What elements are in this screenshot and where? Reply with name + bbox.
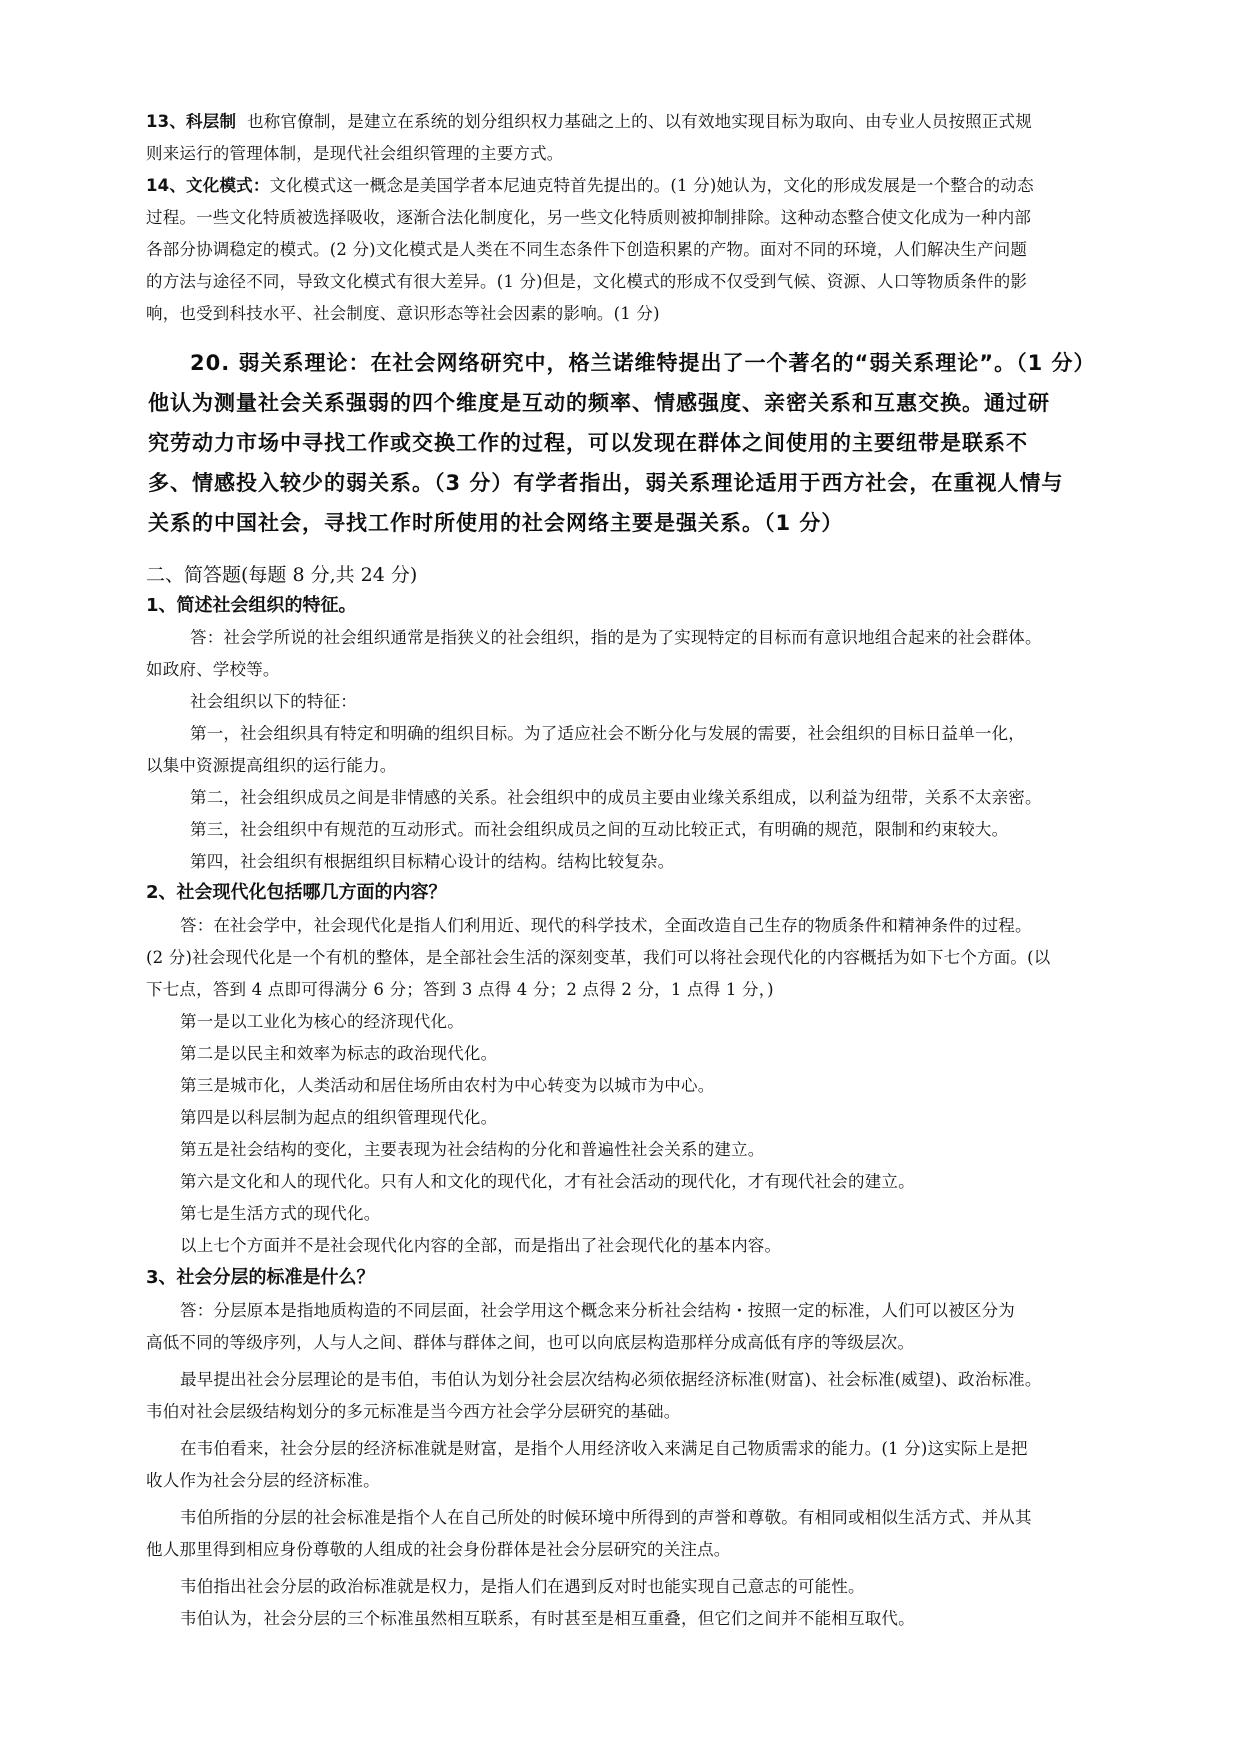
term-14-line-5: 响，也受到科技水平、社会制度、意识形态等社会因素的影响。(1 分)	[146, 304, 660, 323]
q3-line-9: 韦伯指出社会分层的政治标准就是权力，是指人们在遇到反对时也能实现自己意志的可能性。	[180, 1577, 865, 1596]
q2-line-10: 第七是生活方式的现代化。	[180, 1204, 381, 1223]
term-13-line-2: 则来运行的管理体制，是现代社会组织管理的主要方式。	[146, 144, 564, 163]
q3-line-8: 他人那里得到相应身份尊敬的人组成的社会身份群体是社会分层研究的关注点。	[146, 1540, 731, 1559]
q3-line-5: 在韦伯看来，社会分层的经济标准就是财富，是指个人用经济收入来满足自己物质需求的能力。(1 分)这实际上是把	[180, 1439, 1028, 1458]
term-14-line-1: 14、文化模式：文化模式这一概念是美国学者本尼迪克特首先提出的。(1 分)她认为，文化的形成发展是一个整合的动态	[146, 176, 1034, 195]
q1-line-6: 第二，社会组织成员之间是非情感的关系。社会组织中的成员主要由业缘关系组成，以利益为纽带，关系不太亲密。	[190, 788, 1042, 807]
q1-line-4: 第一，社会组织具有特定和明确的组织目标。为了适应社会不断分化与发展的需要，社会组织的目标日益单一化，	[190, 724, 1025, 743]
term-20-line-5: 关系的中国社会，寻找工作时所使用的社会网络主要是强关系。（1 分）	[148, 511, 844, 535]
q2-line-2: (2 分)社会现代化是一个有机的整体，是全部社会生活的深刻变革，我们可以将社会现代化的内容概括为如下七个方面。(以	[146, 948, 1051, 967]
q2-line-3: 下七点，答到 4 点即可得满分 6 分；答到 3 点得 4 分；2 点得 2 分，1 点得 1 分，)	[146, 980, 774, 999]
term-14-line-3: 各部分协调稳定的模式。(2 分)文化模式是人类在不同生态条件下创造积累的产物。面对不同的环境，人们解决生产问题	[146, 240, 1028, 259]
term-20-line-2: 他认为测量社会关系强弱的四个维度是互动的频率、情感强度、亲密关系和互惠交换。通过研	[148, 391, 1050, 415]
term-14-label: 14、文化模式：	[146, 176, 270, 195]
q2-line-4: 第一是以工业化为核心的经济现代化。	[180, 1012, 464, 1031]
q2-line-8: 第五是社会结构的变化，主要表现为社会结构的分化和普遍性社会关系的建立。	[180, 1140, 765, 1159]
q1-line-2: 如政府、学校等。	[146, 660, 280, 679]
term-14-line-4: 的方法与途径不同，导致文化模式有很大差异。(1 分)但是，文化模式的形成不仅受到气候、资源、人口等物质条件的影	[146, 272, 1028, 291]
section-heading: 二、简答题(每题 8 分,共 24 分)	[146, 564, 418, 586]
term-20-line-3: 究劳动力市场中寻找工作或交换工作的过程，可以发现在群体之间使用的主要纽带是联系不	[148, 431, 1028, 455]
q2-line-9: 第六是文化和人的现代化。只有人和文化的现代化，才有社会活动的现代化，才有现代社会的建立。	[180, 1172, 915, 1191]
term-20-line-1: 20. 弱关系理论：在社会网络研究中，格兰诺维特提出了一个著名的“弱关系理论”。（1 分）	[190, 351, 1096, 375]
q2-line-1: 答：在社会学中，社会现代化是指人们利用近、现代的科学技术，全面改造自己生存的物质条件和精神条件的过程。	[180, 916, 1032, 935]
q2-line-5: 第二是以民主和效率为标志的政治现代化。	[180, 1044, 498, 1063]
q3-line-1: 答：分层原本是指地质构造的不同层面，社会学用这个概念来分析社会结构・按照一定的标准，人们可以被区分为	[180, 1301, 1015, 1320]
question-1-title: 1、简述社会组织的特征。	[146, 595, 357, 616]
q2-line-6: 第三是城市化，人类活动和居住场所由农村为中心转变为以城市为中心。	[180, 1076, 715, 1095]
term-13-line-1: 13、科层制 也称官僚制，是建立在系统的划分组织权力基础之上的、以有效地实现目标为取向、由专业人员按照正式规	[146, 112, 1032, 131]
q3-line-2: 高低不同的等级序列，人与人之间、群体与群体之间，也可以向底层构造那样分成高低有序的等级层次。	[146, 1333, 915, 1352]
term-20-line-4: 多、情感投入较少的弱关系。（3 分）有学者指出，弱关系理论适用于西方社会，在重视人情与	[148, 471, 1064, 495]
q2-line-11: 以上七个方面并不是社会现代化内容的全部，而是指出了社会现代化的基本内容。	[180, 1236, 782, 1255]
q1-line-3: 社会组织以下的特征：	[190, 692, 357, 711]
q3-line-10: 韦伯认为，社会分层的三个标准虽然相互联系，有时甚至是相互重叠，但它们之间并不能相互取代。	[180, 1609, 915, 1628]
q1-line-8: 第四，社会组织有根据组织目标精心设计的结构。结构比较复杂。	[190, 852, 675, 871]
q1-line-7: 第三，社会组织中有规范的互动形式。而社会组织成员之间的互动比较正式，有明确的规范，限制和约束较大。	[190, 820, 1009, 839]
q2-line-7: 第四是以科层制为起点的组织管理现代化。	[180, 1108, 498, 1127]
q3-line-4: 韦伯对社会层级结构划分的多元标准是当今西方社会学分层研究的基础。	[146, 1402, 681, 1421]
q3-line-3: 最早提出社会分层理论的是韦伯，韦伯认为划分社会层次结构必须依据经济标准(财富)、社会标准(威望)、政治标准。	[180, 1370, 1042, 1389]
q3-line-7: 韦伯所指的分层的社会标准是指个人在自己所处的时候环境中所得到的声誉和尊敬。有相同或相似生活方式、并从其	[180, 1508, 1032, 1527]
term-13-label: 13、科层制	[146, 112, 237, 131]
q1-line-1: 答：社会学所说的社会组织通常是指狭义的社会组织，指的是为了实现特定的目标而有意识地组合起来的社会群体。	[190, 628, 1042, 647]
question-3-title: 3、社会分层的标准是什么？	[146, 1267, 375, 1288]
question-2-title: 2、社会现代化包括哪几方面的内容？	[146, 882, 447, 903]
term-14-line-2: 过程。一些文化特质被选择吸收，逐渐合法化制度化，另一些文化特质则被抑制排除。这种动态整合使文化成为一种内部	[146, 208, 1032, 227]
q3-line-6: 收人作为社会分层的经济标准。	[146, 1471, 380, 1490]
q1-line-5: 以集中资源提高组织的运行能力。	[146, 756, 397, 775]
